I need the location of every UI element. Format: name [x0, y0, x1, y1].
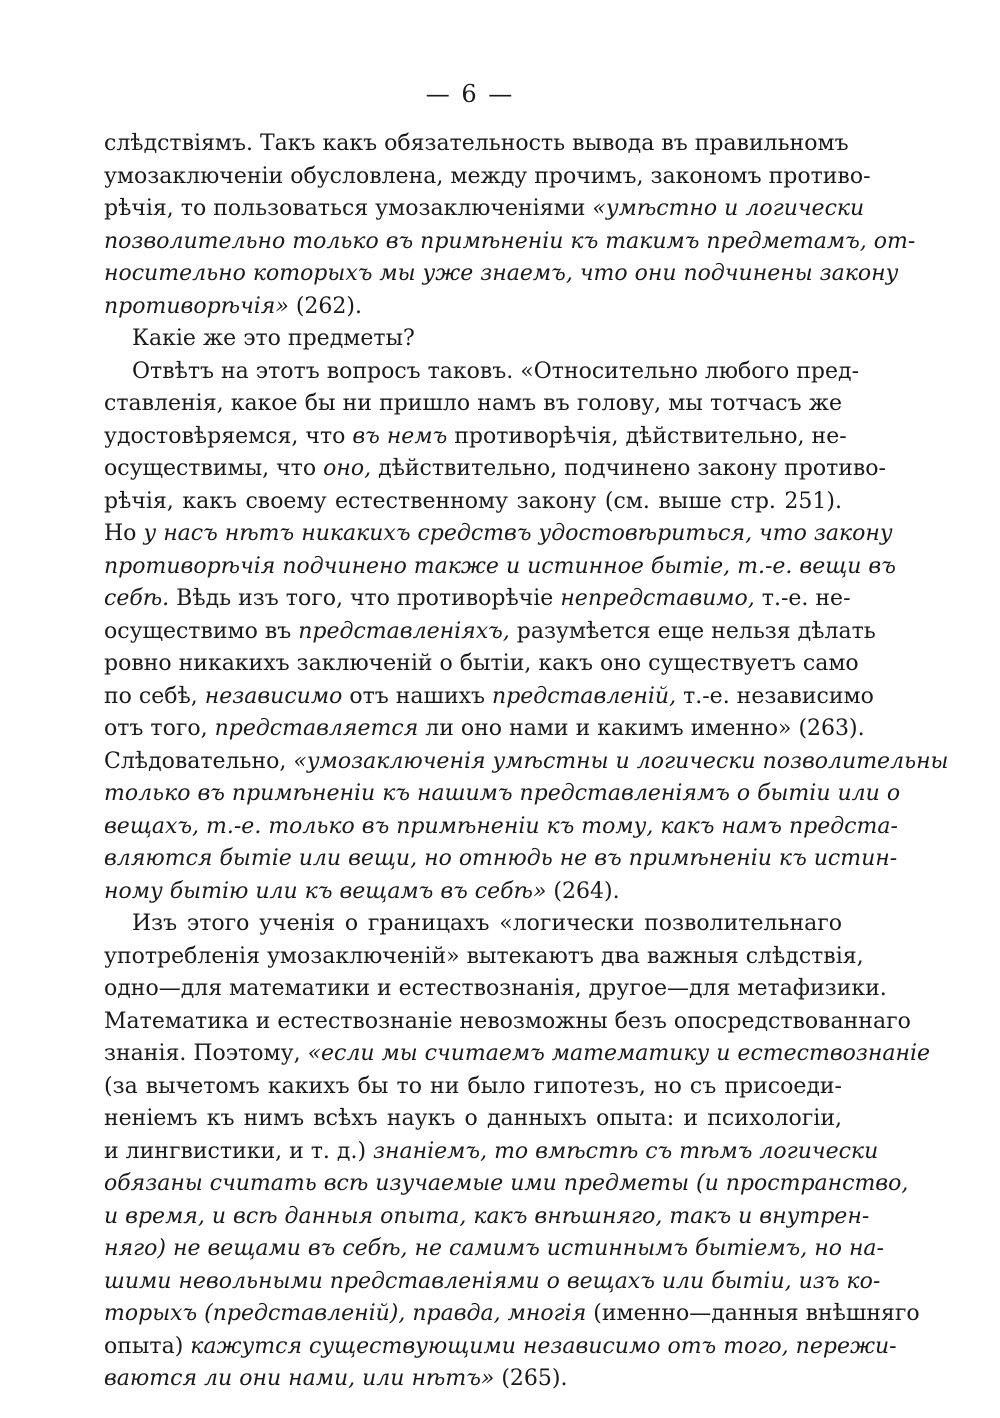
text-line: шими невольными представленіями о вещахъ или бытіи, изъ ко-: [104, 1268, 881, 1294]
text-line: рѣчія, какъ своему естественному закону (см. выше стр. 251).: [104, 488, 842, 514]
text-line: только въ примѣненіи къ нашимъ представленіямъ о бытіи или о: [104, 781, 901, 806]
text-line: Слѣдовательно, «умозаключенія умѣстны и логически позволительны: [104, 748, 949, 774]
text-line: себѣ. Вѣдь изъ того, что противорѣчіе непредставимо, т.-е. не-: [104, 586, 851, 611]
text-line: осуществимо въ представленіяхъ, разумѣется еще нельзя дѣлать: [104, 618, 876, 644]
text-line: по себѣ, независимо отъ нашихъ представленій, т.-е. независимо: [104, 683, 874, 709]
text-line: противорѣчія» (262).: [104, 293, 362, 319]
page-number: — 6 —: [425, 80, 515, 108]
text-line: и время, и всѣ данныя опыта, какъ внѣшняго, такъ и внутрен-: [104, 1203, 870, 1229]
text-line: ставленія, какое бы ни пришло намъ въ голову, мы тотчасъ же: [104, 391, 842, 416]
text-line: отъ того, представляется ли оно нами и какимъ именно» (263).: [104, 716, 865, 741]
text-line: Математика и естествознаніе невозможны безъ опосредствованнаго: [104, 1008, 911, 1034]
text-line: удостовѣряемся, что въ немъ противорѣчія, дѣйствительно, не-: [104, 423, 847, 449]
text-line: умозаключеніи обусловлена, между прочимъ, закономъ противо-: [104, 163, 871, 189]
text-line: вляются бытіе или вещи, но отнюдь не въ примѣненіи къ истин-: [104, 846, 898, 871]
text-line: опыта) кажутся существующими независимо отъ того, пережи-: [104, 1333, 897, 1359]
text-line: Но у насъ нѣтъ никакихъ средствъ удостовѣриться, что закону: [104, 521, 893, 546]
text-line: ному бытію или къ вещамъ въ себѣ» (264).: [104, 878, 620, 904]
text-line: неніемъ къ нимъ всѣхъ наукъ о данныхъ опыта: и психологіи,: [104, 1106, 842, 1131]
text-line: носительно которыхъ мы уже знаемъ, что они подчинены закону: [104, 261, 899, 286]
paragraph: [104, 323, 842, 356]
text-line: вещахъ, т.-е. только въ примѣненіи къ тому, какъ намъ предста-: [104, 813, 898, 839]
text-line: слѣдствіямъ. Такъ какъ обязательность вывода въ правильномъ: [104, 131, 849, 156]
text-line: противорѣчія подчинено также и истинное бытіе, т.-е. вещи въ: [104, 553, 896, 579]
text-line: обязаны считать всѣ изучаемые ими предметы (и пространство,: [104, 1171, 909, 1196]
text-line: употребленія умозаключеній» вытекаютъ два важныя слѣдствія,: [104, 943, 864, 969]
text-line: позволительно только въ примѣненіи къ такимъ предметамъ, от-: [104, 228, 916, 254]
text-line: торыхъ (представленій), правда, многія (именно—данныя внѣшняго: [104, 1301, 920, 1326]
paragraph: [104, 908, 931, 1396]
text-line: Какіе же это предметы?: [132, 326, 415, 351]
text-line: (за вычетомъ какихъ бы то ни было гипотезъ, но съ присоеди-: [104, 1073, 842, 1099]
text-line: Изъ этого ученія о границахъ «логически позволительнаго: [132, 911, 842, 936]
text-line: ровно никакихъ заключеній о бытіи, какъ оно существуетъ само: [104, 651, 859, 676]
paragraph: [104, 356, 949, 909]
text-line: Отвѣтъ на этотъ вопросъ таковъ. «Относительно любого пред-: [132, 358, 860, 384]
text-line: рѣчія, то пользоваться умозаключеніями «умѣстно и логически: [104, 196, 865, 221]
text-line: няго) не вещами въ себѣ, не самимъ истиннымъ бытіемъ, но на-: [104, 1236, 884, 1261]
text-line: знанія. Поэтому, «если мы считаемъ математику и естествознаніе: [104, 1041, 931, 1066]
paragraph: [104, 128, 916, 323]
text-line: ваются ли они нами, или нѣтъ» (265).: [104, 1366, 568, 1391]
text-line: одно—для математики и естествознанія, другое—для метафизики.: [104, 976, 887, 1001]
body-text: [104, 128, 949, 1396]
text-line: осуществимы, что оно, дѣйствительно, подчинено закону противо-: [104, 456, 886, 481]
text-line: и лингвистики, и т. д.) знаніемъ, то вмѣстѣ съ тѣмъ логически: [104, 1138, 879, 1164]
